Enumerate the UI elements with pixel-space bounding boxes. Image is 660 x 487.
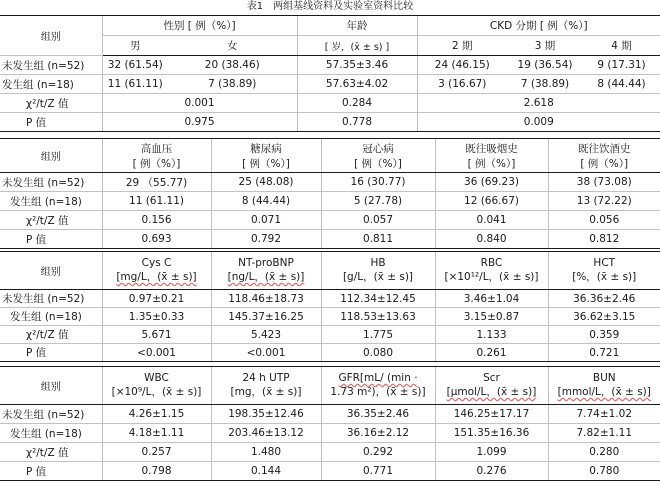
ckd-header: CKD 分期 [ 例（%）] xyxy=(417,16,660,36)
table-cell: 151.35±16.36 xyxy=(435,424,548,443)
column-header: NT-proBNP [ng/L，(x̄ ± s)] xyxy=(211,252,321,290)
table-cell: 0.257 xyxy=(102,443,211,462)
column-header: RBC [×10¹²/L，(x̄ ± s)] xyxy=(435,252,548,290)
table-cell: 3 (16.67) xyxy=(417,75,507,94)
age-header: 年龄 xyxy=(297,16,417,36)
table-cell: 5.423 xyxy=(211,326,321,344)
row-label: 未发生组 (n=52) xyxy=(0,173,102,192)
table-cell: 0.780 xyxy=(548,462,660,481)
table-cell: 0.156 xyxy=(102,211,211,230)
column-header: 高血压 [ 例（%）] xyxy=(102,139,211,173)
table-cell: 0.080 xyxy=(321,344,435,362)
table-cell: 57.35±3.46 xyxy=(297,56,417,75)
table-cell: 1.133 xyxy=(435,326,548,344)
table-cell: 1.480 xyxy=(211,443,321,462)
male-header: 男 xyxy=(102,36,168,56)
table-row xyxy=(0,424,660,443)
row-label: 未发生组 (n=52) xyxy=(0,56,102,75)
table-row xyxy=(0,56,660,75)
table-cell: 36.36±2.46 xyxy=(548,290,660,308)
table-cell: 0.284 xyxy=(297,94,417,113)
table-row xyxy=(0,75,660,94)
table-cell: 7.82±1.11 xyxy=(548,424,660,443)
table-row xyxy=(0,173,660,192)
table-cell: 5 (27.78) xyxy=(321,192,435,211)
table-row xyxy=(0,308,660,326)
table-cell: 32 (61.54) xyxy=(102,56,168,75)
row-label: P 值 xyxy=(0,462,102,481)
table-cell: 20 (38.46) xyxy=(168,56,297,75)
row-label: χ²/t/Z 值 xyxy=(0,443,102,462)
column-header: BUN [mmol/L，(x̄ ± s)] xyxy=(548,367,660,405)
table-cell: 0.261 xyxy=(435,344,548,362)
table-cell: 0.041 xyxy=(435,211,548,230)
column-header: WBC [×10⁹/L，(x̄ ± s)] xyxy=(102,367,211,405)
table-row xyxy=(0,230,660,249)
column-header: 24 h UTP [mg，(x̄ ± s)] xyxy=(211,367,321,405)
table-cell: 0.693 xyxy=(102,230,211,249)
row-label: 未发生组 (n=52) xyxy=(0,290,102,308)
row-label: P 值 xyxy=(0,344,102,362)
table-cell: 7 (38.89) xyxy=(507,75,583,94)
row-label: χ²/t/Z 值 xyxy=(0,326,102,344)
table-cell: 5.671 xyxy=(102,326,211,344)
row-label: χ²/t/Z 值 xyxy=(0,94,102,113)
lab-table-1 xyxy=(0,251,660,362)
table-cell: 0.840 xyxy=(435,230,548,249)
group-header: 组别 xyxy=(0,367,102,405)
table-cell: 16 (30.77) xyxy=(321,173,435,192)
row-label: 发生组 (n=18) xyxy=(0,424,102,443)
table-cell: 29 （55.77) xyxy=(102,173,211,192)
row-label: P 值 xyxy=(0,113,102,132)
table-cell: 8 (44.44) xyxy=(211,192,321,211)
table-row xyxy=(0,326,660,344)
ckd2-header: 2 期 xyxy=(417,36,507,56)
table-cell: 118.46±18.73 xyxy=(211,290,321,308)
table-row xyxy=(0,94,660,113)
row-label: 发生组 (n=18) xyxy=(0,192,102,211)
table-cell: 146.25±17.17 xyxy=(435,405,548,424)
table-cell: 0.056 xyxy=(548,211,660,230)
table-cell: 57.63±4.02 xyxy=(297,75,417,94)
column-header: Cys C [mg/L，(x̄ ± s)] xyxy=(102,252,211,290)
table-cell: 36.35±2.46 xyxy=(321,405,435,424)
row-label: 发生组 (n=18) xyxy=(0,75,102,94)
table-cell: 0.292 xyxy=(321,443,435,462)
table-cell: 7.74±1.02 xyxy=(548,405,660,424)
row-label: 未发生组 (n=52) xyxy=(0,405,102,424)
ckd3-header: 3 期 xyxy=(507,36,583,56)
table-cell: 0.359 xyxy=(548,326,660,344)
table-cell: 3.15±0.87 xyxy=(435,308,548,326)
table-cell: 0.057 xyxy=(321,211,435,230)
table-cell: 0.812 xyxy=(548,230,660,249)
table-cell: 0.778 xyxy=(297,113,417,132)
row-label: χ²/t/Z 值 xyxy=(0,211,102,230)
baseline-table xyxy=(0,15,660,132)
gender-header: 性别 [ 例（%）] xyxy=(102,16,297,36)
column-header: 既往饮酒史 [ 例（%）] xyxy=(548,139,660,173)
table-cell: 36.62±3.15 xyxy=(548,308,660,326)
column-header: HCT [%，(x̄ ± s)] xyxy=(548,252,660,290)
table-caption: 表1 两组基线资料及实验室资料比较 xyxy=(246,1,414,12)
table-row xyxy=(0,462,660,481)
row-label: 发生组 (n=18) xyxy=(0,308,102,326)
table-cell: 0.792 xyxy=(211,230,321,249)
table-row xyxy=(0,290,660,308)
table-cell: 11 (61.11) xyxy=(102,192,211,211)
row-label: P 值 xyxy=(0,230,102,249)
table-cell: 7 (38.89) xyxy=(168,75,297,94)
table-cell: 2.618 xyxy=(417,94,660,113)
table-cell: 4.26±1.15 xyxy=(102,405,211,424)
table-cell: 24 (46.15) xyxy=(417,56,507,75)
table-cell: 0.071 xyxy=(211,211,321,230)
table-cell: 9 (17.31) xyxy=(583,56,660,75)
table-cell: 118.53±13.63 xyxy=(321,308,435,326)
table-cell: 12 (66.67) xyxy=(435,192,548,211)
table-cell: 0.001 xyxy=(102,94,297,113)
table-cell: <0.001 xyxy=(102,344,211,362)
table-cell: 0.280 xyxy=(548,443,660,462)
table-row xyxy=(0,405,660,424)
table-cell: 4.18±1.11 xyxy=(102,424,211,443)
table-cell: 38 (73.08) xyxy=(548,173,660,192)
table-cell: 0.771 xyxy=(321,462,435,481)
table-cell: 0.276 xyxy=(435,462,548,481)
column-header: HB [g/L，(x̄ ± s)] xyxy=(321,252,435,290)
table-cell: 3.46±1.04 xyxy=(435,290,548,308)
table-row xyxy=(0,344,660,362)
column-header: 冠心病 [ 例（%）] xyxy=(321,139,435,173)
table-cell: 25 (48.08) xyxy=(211,173,321,192)
table-row xyxy=(0,211,660,230)
table-cell: 36.16±2.12 xyxy=(321,424,435,443)
table-cell: 145.37±16.25 xyxy=(211,308,321,326)
ckd4-header: 4 期 xyxy=(583,36,660,56)
group-header: 组别 xyxy=(0,139,102,173)
table-cell: 1.775 xyxy=(321,326,435,344)
table-cell: 198.35±12.46 xyxy=(211,405,321,424)
table-cell: 112.34±12.45 xyxy=(321,290,435,308)
table-cell: 0.009 xyxy=(417,113,660,132)
table-cell: 11 (61.11) xyxy=(102,75,168,94)
female-header: 女 xyxy=(168,36,297,56)
table-cell: 203.46±13.12 xyxy=(211,424,321,443)
table-cell: 0.144 xyxy=(211,462,321,481)
table-cell: 0.721 xyxy=(548,344,660,362)
table-cell: 0.975 xyxy=(102,113,297,132)
table-row xyxy=(0,192,660,211)
table-row xyxy=(0,443,660,462)
table-cell: 1.099 xyxy=(435,443,548,462)
table-cell: 0.97±0.21 xyxy=(102,290,211,308)
table-cell: 0.811 xyxy=(321,230,435,249)
table-cell: 0.798 xyxy=(102,462,211,481)
table-cell: 8 (44.44) xyxy=(583,75,660,94)
table-row xyxy=(0,113,660,132)
table-cell: 36 (69.23) xyxy=(435,173,548,192)
column-header: Scr [μmol/L，(x̄ ± s)] xyxy=(435,367,548,405)
age-unit: [ 岁，(x̄ ± s) ] xyxy=(297,36,417,56)
column-header: GFR[mL/ (min · 1.73 m²)，(x̄ ± s)] xyxy=(321,367,435,405)
comorbidity-table xyxy=(0,138,660,249)
table-cell: 13 (72.22) xyxy=(548,192,660,211)
table-cell: <0.001 xyxy=(211,344,321,362)
lab-table-2 xyxy=(0,366,660,481)
group-header: 组别 xyxy=(0,16,102,56)
column-header: 既往吸烟史 [ 例（%）] xyxy=(435,139,548,173)
table-cell: 1.35±0.33 xyxy=(102,308,211,326)
column-header: 糖尿病 [ 例（%）] xyxy=(211,139,321,173)
table-cell: 19 (36.54) xyxy=(507,56,583,75)
group-header: 组别 xyxy=(0,252,102,290)
